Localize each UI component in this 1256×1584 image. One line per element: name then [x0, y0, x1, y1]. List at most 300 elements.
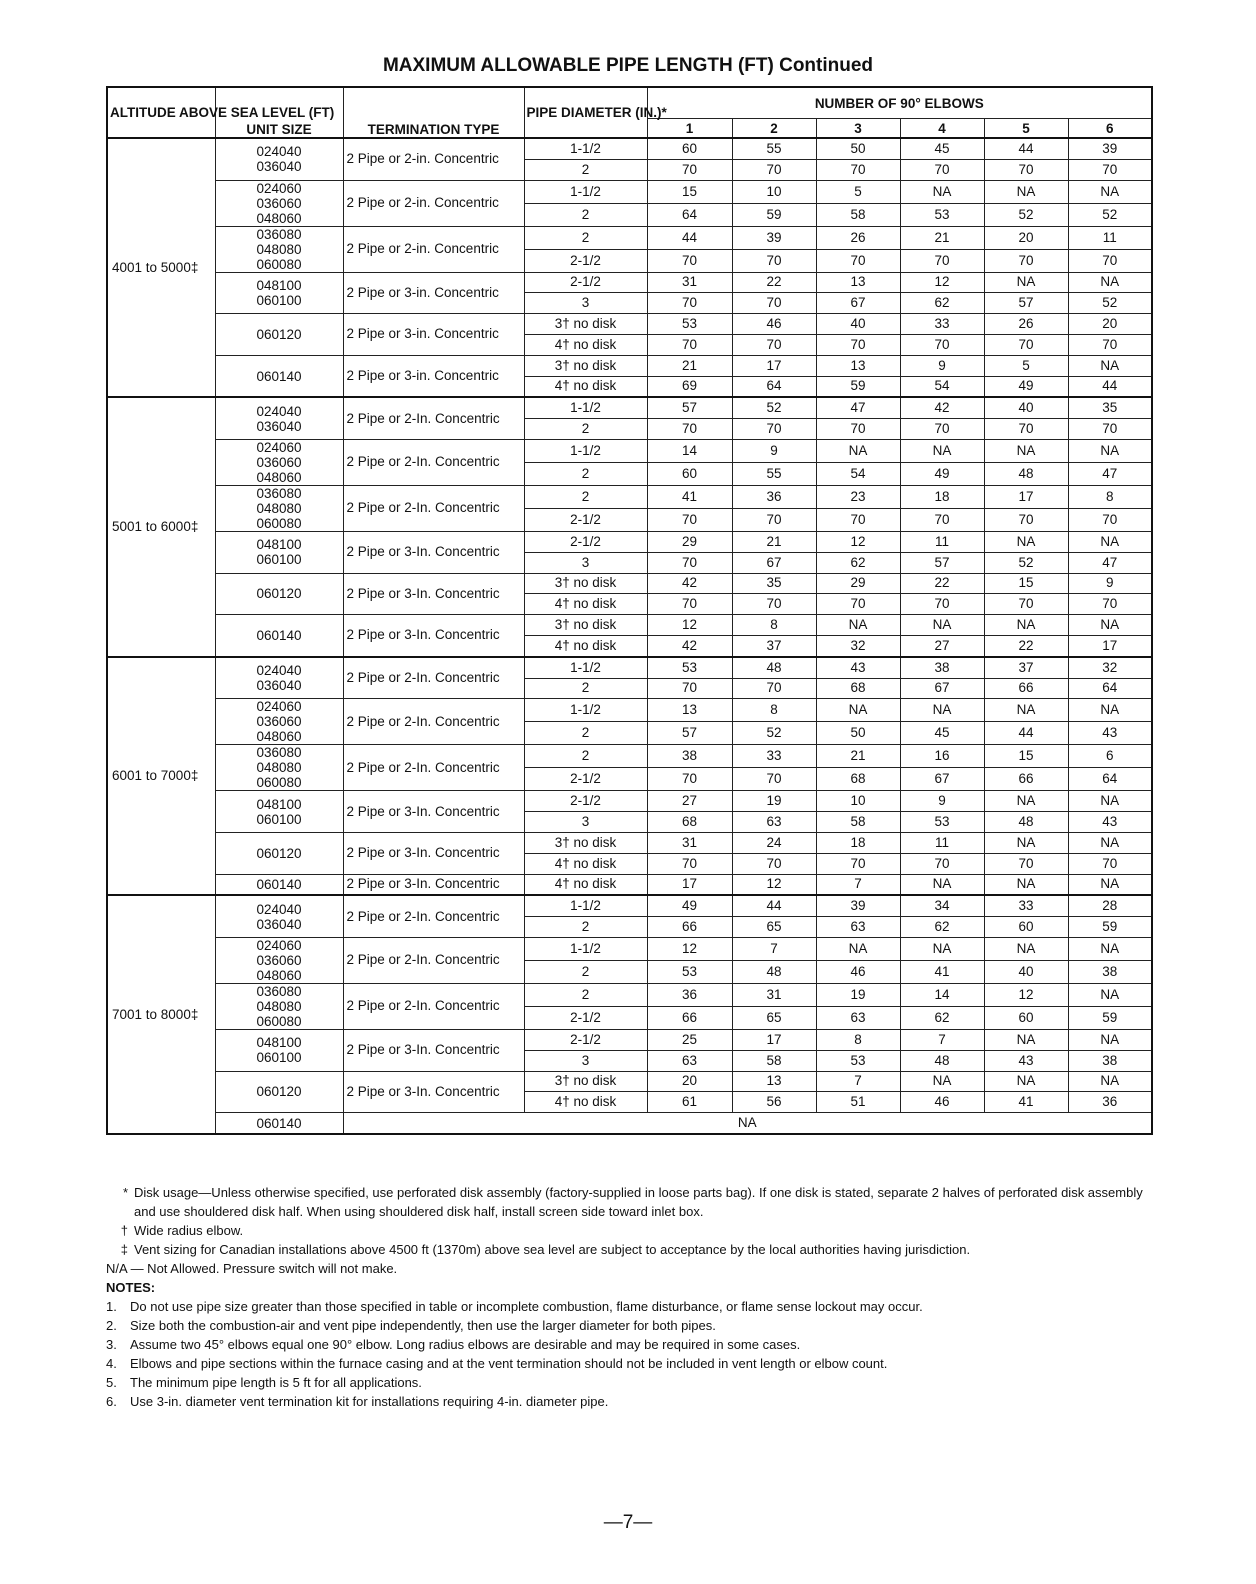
pipe-diameter-cell: 3: [524, 552, 647, 573]
table-row: [107, 745, 1152, 768]
pipe-diameter-cell: 4† no disk: [524, 635, 647, 656]
max-length-cell: 10: [816, 791, 900, 812]
max-length-cell: 62: [900, 293, 984, 314]
max-length-cell: 37: [732, 635, 816, 656]
max-length-cell: 64: [647, 203, 732, 226]
header-elbow-count: 4: [900, 119, 984, 139]
unit-size-cell: 024040 036040: [215, 138, 343, 180]
max-length-cell: 31: [647, 272, 732, 293]
max-length-cell: NA: [984, 439, 1068, 462]
max-length-cell: 13: [647, 699, 732, 722]
page-title: MAXIMUM ALLOWABLE PIPE LENGTH (FT) Continued: [382, 55, 874, 76]
max-length-cell: 70: [984, 508, 1068, 531]
max-length-cell: 70: [1068, 508, 1152, 531]
max-length-cell: NA: [984, 832, 1068, 853]
max-length-cell: 26: [816, 226, 900, 249]
table-row: [107, 397, 1152, 418]
max-length-cell: 70: [732, 594, 816, 615]
max-length-cell: NA: [984, 937, 1068, 960]
header-elbow-count: 2: [732, 119, 816, 139]
unit-size-cell: 048100 060100: [215, 272, 343, 314]
page-number: —7—: [603, 1512, 653, 1533]
altitude-cell: 7001 to 8000‡: [107, 895, 215, 1134]
max-length-cell: 46: [816, 960, 900, 983]
max-length-cell: 59: [1068, 1006, 1152, 1029]
max-length-cell: NA: [984, 791, 1068, 812]
max-length-cell: 35: [732, 573, 816, 594]
max-length-cell: NA: [816, 699, 900, 722]
pipe-diameter-cell: 1-1/2: [524, 657, 647, 678]
max-length-cell: 39: [816, 895, 900, 916]
unit-size-cell: 024060 036060 048060: [215, 180, 343, 226]
max-length-cell: 47: [1068, 462, 1152, 485]
max-length-cell: 17: [984, 485, 1068, 508]
pipe-diameter-cell: 2: [524, 722, 647, 745]
max-length-cell: 62: [816, 552, 900, 573]
unit-size-cell: 060140: [215, 1113, 343, 1134]
table-row: [107, 983, 1152, 1006]
max-length-cell: NA: [900, 439, 984, 462]
max-length-cell: 5: [816, 180, 900, 203]
unit-size-cell: 036080 048080 060080: [215, 745, 343, 791]
pipe-diameter-cell: 3† no disk: [524, 314, 647, 335]
max-length-cell: 42: [900, 397, 984, 418]
max-length-cell: 37: [984, 657, 1068, 678]
termination-type-cell: 2 Pipe or 3-in. Concentric: [343, 314, 524, 356]
max-length-cell: 32: [1068, 657, 1152, 678]
max-length-cell: NA: [816, 937, 900, 960]
table-row: [107, 874, 1152, 895]
max-length-cell: 34: [900, 895, 984, 916]
pipe-diameter-cell: 1-1/2: [524, 699, 647, 722]
max-length-cell: 70: [816, 334, 900, 355]
max-length-cell: 48: [732, 657, 816, 678]
max-length-cell: 52: [732, 397, 816, 418]
footnote: [106, 1240, 1166, 1259]
table-row: [107, 657, 1152, 678]
max-length-cell: 66: [647, 917, 732, 938]
max-length-cell: 12: [732, 874, 816, 895]
header-unit-size: UNIT SIZE: [215, 87, 343, 138]
pipe-diameter-cell: 2: [524, 745, 647, 768]
max-length-cell: 7: [732, 937, 816, 960]
termination-type-cell: 2 Pipe or 3-In. Concentric: [343, 832, 524, 874]
max-length-cell: 53: [816, 1050, 900, 1071]
termination-type-cell: 2 Pipe or 3-in. Concentric: [343, 272, 524, 314]
max-length-cell: 43: [1068, 722, 1152, 745]
max-length-cell: 13: [732, 1071, 816, 1092]
note-number: 2.: [106, 1318, 117, 1333]
max-length-cell: 17: [732, 355, 816, 376]
max-length-cell: 67: [732, 552, 816, 573]
max-length-cell: 44: [984, 722, 1068, 745]
max-length-cell: 52: [984, 203, 1068, 226]
max-length-cell: 60: [647, 138, 732, 159]
max-length-cell: 70: [732, 419, 816, 440]
max-length-cell: NA: [900, 699, 984, 722]
max-length-cell: 44: [1068, 376, 1152, 397]
unit-size-cell: 024060 036060 048060: [215, 937, 343, 983]
max-length-cell: 57: [900, 552, 984, 573]
max-length-cell: 70: [647, 293, 732, 314]
max-length-cell: 49: [647, 895, 732, 916]
termination-type-cell: 2 Pipe or 3-In. Concentric: [343, 874, 524, 895]
max-length-cell: 69: [647, 376, 732, 397]
termination-type-cell: 2 Pipe or 2-In. Concentric: [343, 439, 524, 485]
header-pipe-diameter: PIPE DIAMETER (IN.)*: [524, 87, 647, 138]
max-length-cell: 39: [1068, 138, 1152, 159]
pipe-diameter-cell: 3: [524, 293, 647, 314]
pipe-diameter-cell: 2: [524, 203, 647, 226]
note-item: [106, 1373, 1166, 1392]
max-length-cell: 24: [732, 832, 816, 853]
max-length-cell: 10: [732, 180, 816, 203]
max-length-cell: 58: [816, 812, 900, 833]
max-length-cell: 55: [732, 462, 816, 485]
footnote-text: Disk usage—Unless otherwise specified, use perforated disk assembly (factory-supplied in loose parts bag). If one disk is stated, separate 2 halves of perforated disk assembly and use shouldered disk half. When using shouldered disk half, install screen side toward inlet box.: [134, 1185, 1143, 1219]
pipe-diameter-cell: 2: [524, 159, 647, 180]
termination-type-cell: 2 Pipe or 2-In. Concentric: [343, 895, 524, 937]
max-length-cell: 48: [984, 462, 1068, 485]
max-length-cell: 53: [900, 812, 984, 833]
notes-heading: NOTES:: [106, 1280, 156, 1295]
pipe-diameter-cell: 2: [524, 960, 647, 983]
max-length-cell: NA: [1068, 937, 1152, 960]
unit-size-cell: 024040 036040: [215, 657, 343, 699]
max-length-cell: 52: [1068, 293, 1152, 314]
max-length-cell: 15: [984, 573, 1068, 594]
table-row: [107, 573, 1152, 594]
max-length-cell: 67: [816, 293, 900, 314]
header-altitude: ALTITUDE ABOVE SEA LEVEL (FT): [107, 87, 215, 138]
max-length-cell: 66: [647, 1006, 732, 1029]
max-length-cell: 70: [732, 293, 816, 314]
max-length-cell: 54: [816, 462, 900, 485]
max-length-cell: 70: [647, 508, 732, 531]
max-length-cell: 53: [647, 960, 732, 983]
max-length-cell: 41: [647, 485, 732, 508]
max-length-cell: 13: [816, 272, 900, 293]
max-length-cell: 47: [1068, 552, 1152, 573]
max-length-cell: 31: [732, 983, 816, 1006]
note-number: 6.: [106, 1394, 117, 1409]
max-length-cell: NA: [984, 1071, 1068, 1092]
max-length-cell: NA: [816, 615, 900, 636]
max-length-cell: 21: [900, 226, 984, 249]
max-length-cell: 29: [816, 573, 900, 594]
pipe-diameter-cell: 2-1/2: [524, 791, 647, 812]
note-item: [106, 1335, 1166, 1354]
unit-size-cell: 048100 060100: [215, 1029, 343, 1071]
termination-type-cell: 2 Pipe or 3-In. Concentric: [343, 573, 524, 615]
altitude-cell: 4001 to 5000‡: [107, 138, 215, 397]
max-length-cell: 20: [1068, 314, 1152, 335]
max-length-cell: 70: [1068, 249, 1152, 272]
table-row: [107, 138, 1152, 159]
max-length-cell: 46: [900, 1092, 984, 1113]
max-length-cell: 43: [1068, 812, 1152, 833]
pipe-diameter-cell: 1-1/2: [524, 439, 647, 462]
max-length-cell: 70: [1068, 853, 1152, 874]
note-number: 1.: [106, 1299, 117, 1314]
pipe-diameter-cell: 4† no disk: [524, 1092, 647, 1113]
max-length-cell: 70: [1068, 334, 1152, 355]
max-length-cell: 63: [816, 1006, 900, 1029]
max-length-cell: 57: [647, 722, 732, 745]
max-length-cell: 15: [984, 745, 1068, 768]
table-header: [107, 87, 1152, 138]
max-length-cell: 68: [816, 678, 900, 699]
note-item: [106, 1354, 1166, 1373]
unit-size-cell: 036080 048080 060080: [215, 983, 343, 1029]
table-row: [107, 1029, 1152, 1050]
note-number: 5.: [106, 1375, 117, 1390]
max-length-cell: 47: [816, 397, 900, 418]
pipe-diameter-cell: 1-1/2: [524, 138, 647, 159]
not-allowed-cell: NA: [343, 1113, 1152, 1134]
max-length-cell: 39: [732, 226, 816, 249]
max-length-cell: 70: [732, 853, 816, 874]
unit-size-cell: 024040 036040: [215, 397, 343, 439]
max-length-cell: 43: [816, 657, 900, 678]
pipe-length-table: [106, 86, 1153, 1135]
table-row: [107, 832, 1152, 853]
max-length-cell: 43: [984, 1050, 1068, 1071]
altitude-cell: 5001 to 6000‡: [107, 397, 215, 656]
max-length-cell: 70: [900, 419, 984, 440]
table-row: [107, 791, 1152, 812]
pipe-diameter-cell: 3† no disk: [524, 355, 647, 376]
max-length-cell: 22: [732, 272, 816, 293]
max-length-cell: 12: [647, 937, 732, 960]
footnote-symbol: †: [120, 1223, 128, 1238]
max-length-cell: 19: [816, 983, 900, 1006]
unit-size-cell: 048100 060100: [215, 791, 343, 833]
max-length-cell: 41: [900, 960, 984, 983]
max-length-cell: 62: [900, 1006, 984, 1029]
pipe-diameter-cell: 1-1/2: [524, 937, 647, 960]
max-length-cell: NA: [1068, 180, 1152, 203]
max-length-cell: NA: [816, 439, 900, 462]
max-length-cell: 40: [816, 314, 900, 335]
max-length-cell: 70: [900, 508, 984, 531]
max-length-cell: 66: [984, 678, 1068, 699]
max-length-cell: 65: [732, 1006, 816, 1029]
max-length-cell: 14: [900, 983, 984, 1006]
max-length-cell: NA: [900, 1071, 984, 1092]
termination-type-cell: 2 Pipe or 3-In. Concentric: [343, 1029, 524, 1071]
max-length-cell: 9: [900, 791, 984, 812]
table-row: [107, 937, 1152, 960]
max-length-cell: 36: [732, 485, 816, 508]
max-length-cell: 70: [647, 419, 732, 440]
max-length-cell: 17: [1068, 635, 1152, 656]
altitude-cell: 6001 to 7000‡: [107, 657, 215, 896]
header-elbows: NUMBER OF 90° ELBOWS: [647, 87, 1152, 119]
max-length-cell: 64: [1068, 678, 1152, 699]
pipe-diameter-cell: 4† no disk: [524, 376, 647, 397]
table-row: [107, 531, 1152, 552]
max-length-cell: 60: [984, 917, 1068, 938]
termination-type-cell: 2 Pipe or 2-In. Concentric: [343, 937, 524, 983]
max-length-cell: NA: [1068, 531, 1152, 552]
note-text: Do not use pipe size greater than those specified in table or incomplete combustion, flame disturbance, or flame sense lockout may occur.: [130, 1299, 923, 1314]
max-length-cell: NA: [984, 874, 1068, 895]
max-length-cell: 7: [900, 1029, 984, 1050]
termination-type-cell: 2 Pipe or 2-in. Concentric: [343, 138, 524, 180]
max-length-cell: NA: [1068, 791, 1152, 812]
max-length-cell: 12: [900, 272, 984, 293]
note-text: Assume two 45° elbows equal one 90° elbow. Long radius elbows are desirable and may be required in some cases.: [130, 1337, 801, 1352]
max-length-cell: 70: [1068, 419, 1152, 440]
max-length-cell: NA: [984, 1029, 1068, 1050]
table-row: [107, 272, 1152, 293]
pipe-diameter-cell: 2: [524, 419, 647, 440]
termination-type-cell: 2 Pipe or 3-in. Concentric: [343, 355, 524, 397]
max-length-cell: 14: [647, 439, 732, 462]
footnote-symbol: *: [122, 1185, 128, 1200]
max-length-cell: 60: [984, 1006, 1068, 1029]
pipe-diameter-cell: 3: [524, 812, 647, 833]
max-length-cell: NA: [1068, 1071, 1152, 1092]
termination-type-cell: 2 Pipe or 2-In. Concentric: [343, 485, 524, 531]
unit-size-cell: 060140: [215, 355, 343, 397]
note-item: [106, 1297, 1166, 1316]
table-row: [107, 1113, 1152, 1134]
max-length-cell: 9: [1068, 573, 1152, 594]
max-length-cell: 8: [1068, 485, 1152, 508]
max-length-cell: 70: [900, 334, 984, 355]
termination-type-cell: 2 Pipe or 3-In. Concentric: [343, 791, 524, 833]
max-length-cell: 32: [816, 635, 900, 656]
max-length-cell: 70: [984, 159, 1068, 180]
max-length-cell: 64: [732, 376, 816, 397]
table-row: [107, 485, 1152, 508]
max-length-cell: NA: [984, 615, 1068, 636]
max-length-cell: 21: [732, 531, 816, 552]
max-length-cell: 8: [816, 1029, 900, 1050]
pipe-diameter-cell: 2: [524, 678, 647, 699]
pipe-diameter-cell: 2-1/2: [524, 531, 647, 552]
max-length-cell: 40: [984, 960, 1068, 983]
max-length-cell: 70: [1068, 159, 1152, 180]
max-length-cell: 22: [900, 573, 984, 594]
max-length-cell: 70: [900, 159, 984, 180]
pipe-diameter-cell: 1-1/2: [524, 397, 647, 418]
pipe-diameter-cell: 2-1/2: [524, 249, 647, 272]
unit-size-cell: 060120: [215, 573, 343, 615]
max-length-cell: 70: [732, 508, 816, 531]
max-length-cell: NA: [1068, 355, 1152, 376]
max-length-cell: 49: [984, 376, 1068, 397]
max-length-cell: NA: [900, 180, 984, 203]
max-length-cell: 48: [984, 812, 1068, 833]
max-length-cell: 9: [732, 439, 816, 462]
max-length-cell: 28: [1068, 895, 1152, 916]
max-length-cell: 63: [647, 1050, 732, 1071]
max-length-cell: 70: [984, 419, 1068, 440]
table-row: [107, 895, 1152, 916]
pipe-diameter-cell: 3† no disk: [524, 1071, 647, 1092]
max-length-cell: 70: [900, 249, 984, 272]
max-length-cell: NA: [1068, 439, 1152, 462]
max-length-cell: NA: [1068, 832, 1152, 853]
header-elbow-count: 5: [984, 119, 1068, 139]
altitude-group: [107, 895, 1152, 1134]
note-item: [106, 1392, 1166, 1411]
max-length-cell: 48: [900, 1050, 984, 1071]
max-length-cell: 61: [647, 1092, 732, 1113]
pipe-diameter-cell: 2: [524, 462, 647, 485]
max-length-cell: 42: [647, 573, 732, 594]
max-length-cell: 53: [900, 203, 984, 226]
unit-size-cell: 060140: [215, 615, 343, 657]
note-number: 3.: [106, 1337, 117, 1352]
max-length-cell: NA: [900, 874, 984, 895]
max-length-cell: 67: [900, 678, 984, 699]
max-length-cell: 40: [984, 397, 1068, 418]
max-length-cell: 45: [900, 722, 984, 745]
max-length-cell: 13: [816, 355, 900, 376]
max-length-cell: 7: [816, 1071, 900, 1092]
max-length-cell: 70: [732, 768, 816, 791]
max-length-cell: 70: [1068, 594, 1152, 615]
max-length-cell: NA: [1068, 272, 1152, 293]
max-length-cell: 52: [984, 552, 1068, 573]
max-length-cell: 12: [984, 983, 1068, 1006]
max-length-cell: 23: [816, 485, 900, 508]
max-length-cell: 52: [1068, 203, 1152, 226]
termination-type-cell: 2 Pipe or 2-In. Concentric: [343, 983, 524, 1029]
max-length-cell: 63: [816, 917, 900, 938]
max-length-cell: 11: [1068, 226, 1152, 249]
max-length-cell: 21: [647, 355, 732, 376]
pipe-diameter-cell: 2-1/2: [524, 508, 647, 531]
max-length-cell: 70: [984, 249, 1068, 272]
max-length-cell: 20: [984, 226, 1068, 249]
max-length-cell: 70: [647, 552, 732, 573]
pipe-diameter-cell: 2-1/2: [524, 768, 647, 791]
unit-size-cell: 060120: [215, 1071, 343, 1113]
header-elbow-count: 1: [647, 119, 732, 139]
max-length-cell: 59: [732, 203, 816, 226]
max-length-cell: 48: [732, 960, 816, 983]
table-row: [107, 314, 1152, 335]
max-length-cell: 52: [732, 722, 816, 745]
max-length-cell: 66: [984, 768, 1068, 791]
footnote: [106, 1259, 1166, 1278]
pipe-diameter-cell: 3: [524, 1050, 647, 1071]
footnote-text: Vent sizing for Canadian installations above 4500 ft (1370m) above sea level are subject to acceptance by the local authorities having jurisdiction.: [134, 1242, 971, 1257]
footnote: [106, 1221, 1166, 1240]
pipe-diameter-cell: 4† no disk: [524, 334, 647, 355]
table-row: [107, 1071, 1152, 1092]
altitude-group: [107, 397, 1152, 656]
unit-size-cell: 060120: [215, 314, 343, 356]
max-length-cell: 27: [900, 635, 984, 656]
header-elbow-count: 6: [1068, 119, 1152, 139]
max-length-cell: 19: [732, 791, 816, 812]
max-length-cell: 53: [647, 657, 732, 678]
max-length-cell: 70: [647, 334, 732, 355]
max-length-cell: 25: [647, 1029, 732, 1050]
table-row: [107, 439, 1152, 462]
pipe-diameter-cell: 2-1/2: [524, 1029, 647, 1050]
note-text: The minimum pipe length is 5 ft for all applications.: [130, 1375, 422, 1390]
max-length-cell: 70: [732, 334, 816, 355]
max-length-cell: 5: [984, 355, 1068, 376]
footnotes: [106, 1183, 1166, 1411]
